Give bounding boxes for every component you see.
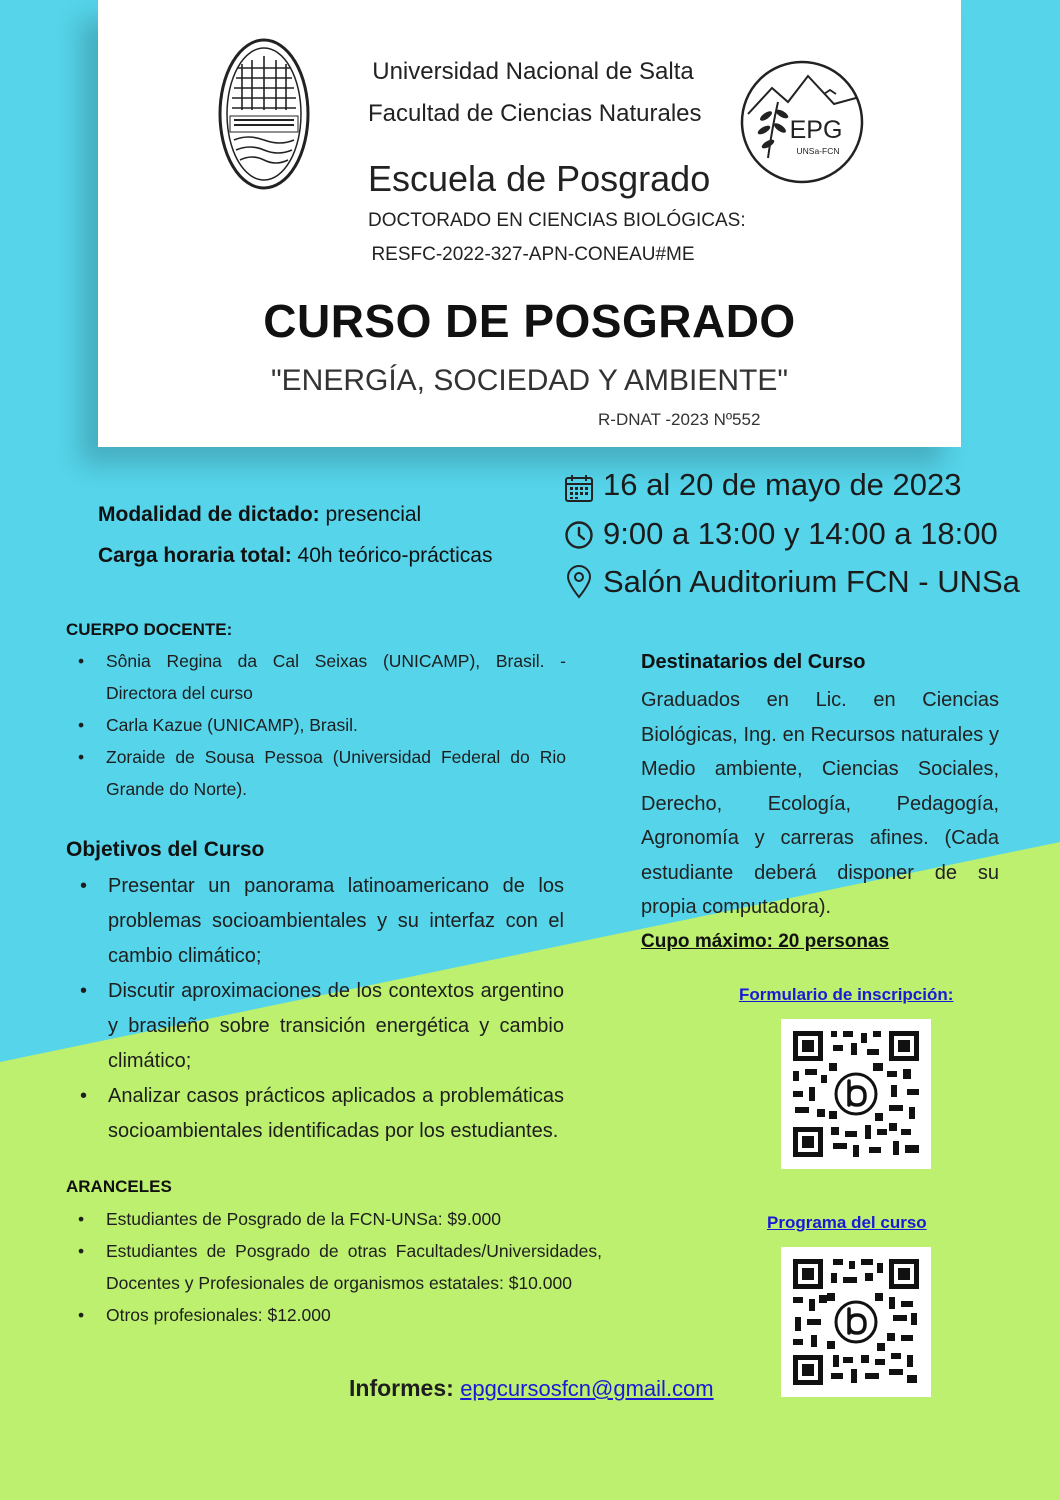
list-item: • Estudiantes de Posgrado de otras Facultades/Universidades, Docentes y Profesionales de organismos estatales: $10.000 (66, 1235, 602, 1299)
modalidad-label: Modalidad de dictado: (98, 503, 320, 526)
calendar-icon (564, 473, 594, 503)
course-resolution: R-DNAT -2023 Nº552 (598, 410, 761, 429)
aranceles-list (66, 1203, 602, 1331)
programa-link[interactable]: Programa del curso (767, 1213, 927, 1232)
modalidad-line (98, 503, 421, 527)
clock-icon (564, 520, 594, 550)
doctorate-line: DOCTORADO EN CIENCIAS BIOLÓGICAS: (368, 210, 746, 231)
location-pin-icon (566, 565, 592, 599)
faculty-name: Facultad de Ciencias Naturales (368, 100, 702, 127)
list-item: • Discutir aproximaciones de los contextos argentino y brasileño sobre transición energética y cambio climático; (68, 974, 564, 1079)
qr-code-formulario-icon[interactable] (781, 1019, 931, 1169)
page-title: CURSO DE POSGRADO (263, 295, 796, 347)
list-item: • Analizar casos prácticos aplicados a problemáticas socioambientales identificadas por los estudiantes. (68, 1079, 564, 1149)
epg-logo-text: EPG (789, 116, 843, 144)
informes-email-link[interactable]: epgcursosfcn@gmail.com (460, 1376, 714, 1401)
informes-line (349, 1375, 714, 1402)
aranceles-title: ARANCELES (66, 1177, 172, 1196)
cupo-maximo: Cupo máximo: 20 personas (641, 931, 890, 952)
epg-logo-icon (738, 58, 866, 186)
qr-code-programa-icon[interactable] (781, 1247, 931, 1397)
header-card (98, 0, 961, 447)
modalidad-value: presencial (319, 503, 422, 526)
university-name: Universidad Nacional de Salta (372, 58, 694, 85)
course-place: Salón Auditorium FCN - UNSa (603, 564, 1020, 599)
list-item: • Zoraide de Sousa Pessoa (Universidad Federal do Rio Grande do Norte). (66, 741, 566, 805)
carga-label: Carga horaria total: (98, 544, 292, 567)
list-item: • Sônia Regina da Cal Seixas (UNICAMP), Brasil. - Directora del curso (66, 645, 566, 709)
course-time: 9:00 a 13:00 y 14:00 a 18:00 (603, 516, 998, 551)
university-crest-icon (218, 38, 310, 190)
formulario-link[interactable]: Formulario de inscripción: (739, 985, 954, 1004)
list-item: • Carla Kazue (UNICAMP), Brasil. (66, 709, 566, 741)
docentes-title: CUERPO DOCENTE: (66, 620, 233, 639)
objetivos-title: Objetivos del Curso (66, 838, 265, 861)
list-item: • Estudiantes de Posgrado de la FCN-UNSa: $9.000 (66, 1203, 602, 1235)
destinatarios-title: Destinatarios del Curso (641, 651, 866, 673)
course-date: 16 al 20 de mayo de 2023 (603, 467, 962, 502)
informes-label: Informes: (349, 1375, 454, 1401)
carga-line (98, 544, 492, 568)
destinatarios-text: Graduados en Lic. en Ciencias Biológicas, Ing. en Recursos naturales y Medio ambiente, Ciencias Sociales, Derecho, Ecología, Pedagogía, Agronomía y carreras afines. (Cada estudiante deberá disponer de su propia computadora). (641, 689, 999, 918)
objetivos-list (68, 869, 564, 1149)
list-item: • Presentar un panorama latinoamericano de los problemas socioambientales y su interfaz con el cambio climático; (68, 869, 564, 974)
docentes-list (66, 645, 566, 805)
list-item: • Otros profesionales: $12.000 (66, 1299, 602, 1331)
epg-logo-subtext: UNSa-FCN (796, 146, 840, 156)
carga-value: 40h teórico-prácticas (291, 544, 493, 567)
school-name: Escuela de Posgrado (368, 158, 711, 199)
course-name: "ENERGÍA, SOCIEDAD Y AMBIENTE" (271, 364, 788, 397)
resolution-code: RESFC-2022-327-APN-CONEAU#ME (371, 244, 695, 265)
